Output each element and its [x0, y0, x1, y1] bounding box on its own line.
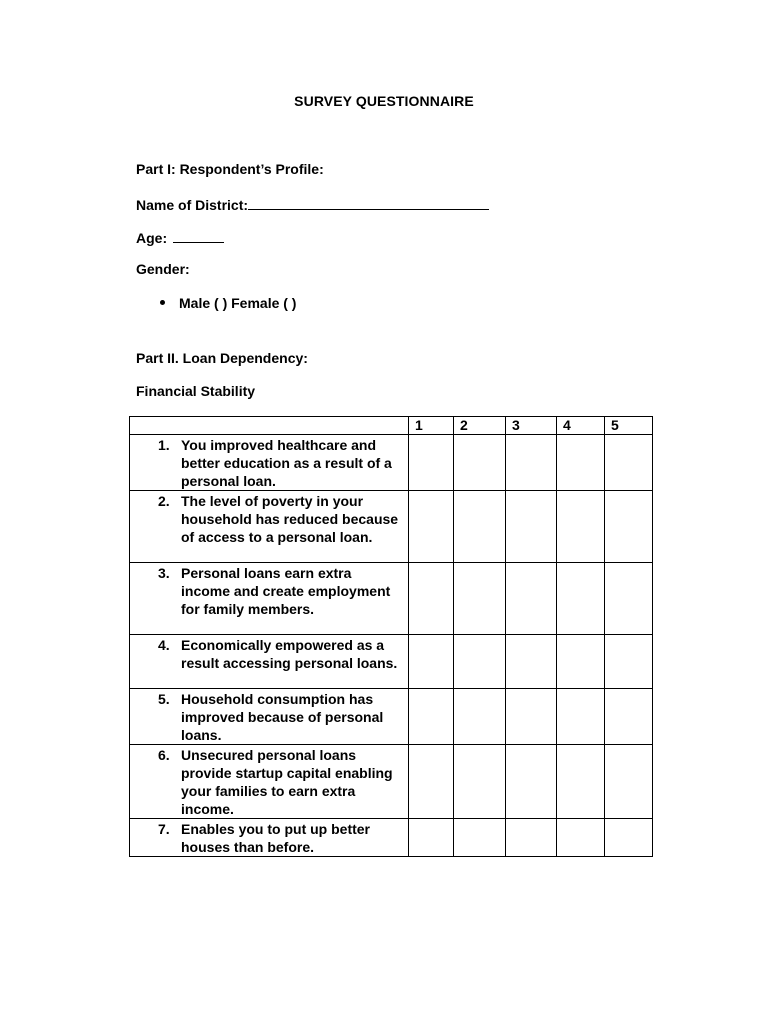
rating-header-3: 3	[506, 417, 557, 435]
rating-table	[129, 416, 653, 857]
rating-cell-4[interactable]	[557, 745, 605, 819]
question-header-cell	[130, 417, 409, 435]
rating-cell-4[interactable]	[557, 563, 605, 635]
rating-cell-5[interactable]	[605, 689, 653, 745]
question-cell	[130, 689, 409, 745]
age-input-line[interactable]	[173, 228, 224, 243]
rating-cell-2[interactable]	[454, 745, 506, 819]
question-number: 2.	[158, 493, 170, 509]
rating-cell-3[interactable]	[506, 563, 557, 635]
question-cell	[130, 435, 409, 491]
rating-header-4: 4	[557, 417, 605, 435]
rating-cell-1[interactable]	[409, 491, 454, 563]
table-row	[130, 745, 653, 819]
rating-cell-4[interactable]	[557, 689, 605, 745]
question-cell	[130, 491, 409, 563]
gender-label: Gender:	[136, 261, 190, 277]
rating-cell-5[interactable]	[605, 745, 653, 819]
question-cell	[130, 563, 409, 635]
rating-header-1: 1	[409, 417, 454, 435]
rating-header-2: 2	[454, 417, 506, 435]
question-number: 7.	[158, 821, 170, 837]
gender-options[interactable]: Male ( ) Female ( )	[179, 295, 297, 311]
rating-cell-1[interactable]	[409, 435, 454, 491]
district-input-line[interactable]	[248, 195, 489, 210]
rating-cell-1[interactable]	[409, 745, 454, 819]
rating-cell-2[interactable]	[454, 491, 506, 563]
question-number: 6.	[158, 747, 170, 763]
rating-cell-4[interactable]	[557, 635, 605, 689]
rating-cell-1[interactable]	[409, 635, 454, 689]
question-text: Unsecured personal loans provide startup capital enabling your families to earn extra income.	[181, 747, 393, 817]
rating-cell-3[interactable]	[506, 819, 557, 857]
rating-cell-5[interactable]	[605, 563, 653, 635]
rating-cell-2[interactable]	[454, 819, 506, 857]
rating-cell-5[interactable]	[605, 435, 653, 491]
rating-cell-2[interactable]	[454, 689, 506, 745]
rating-cell-2[interactable]	[454, 635, 506, 689]
question-text: The level of poverty in your household has reduced because of access to a personal loan.	[181, 493, 399, 545]
table-row	[130, 435, 653, 491]
district-row	[136, 195, 489, 213]
rating-cell-1[interactable]	[409, 563, 454, 635]
question-number: 1.	[158, 437, 170, 453]
document-title: SURVEY QUESTIONNAIRE	[294, 93, 474, 109]
rating-cell-3[interactable]	[506, 745, 557, 819]
district-label: Name of District:	[136, 197, 249, 213]
rating-cell-1[interactable]	[409, 819, 454, 857]
rating-cell-4[interactable]	[557, 435, 605, 491]
table-row	[130, 491, 653, 563]
rating-cell-3[interactable]	[506, 689, 557, 745]
table-header-row	[130, 417, 653, 435]
rating-cell-3[interactable]	[506, 435, 557, 491]
question-cell	[130, 819, 409, 857]
question-cell	[130, 745, 409, 819]
rating-cell-4[interactable]	[557, 819, 605, 857]
rating-cell-3[interactable]	[506, 635, 557, 689]
rating-header-5: 5	[605, 417, 653, 435]
rating-cell-5[interactable]	[605, 635, 653, 689]
part1-heading: Part I: Respondent’s Profile:	[136, 161, 324, 177]
gender-options-row	[160, 295, 296, 311]
question-text: Personal loans earn extra income and create employment for family members.	[181, 565, 391, 617]
bullet-icon	[160, 300, 165, 305]
table-row	[130, 819, 653, 857]
rating-cell-4[interactable]	[557, 491, 605, 563]
question-text: Economically empowered as a result accessing personal loans.	[181, 637, 398, 671]
table-row	[130, 635, 653, 689]
table-row	[130, 689, 653, 745]
question-text: Enables you to put up better houses than before.	[181, 821, 371, 855]
table-row	[130, 563, 653, 635]
section-heading: Financial Stability	[136, 383, 256, 399]
question-text: Household consumption has improved because of personal loans.	[181, 691, 384, 743]
rating-cell-3[interactable]	[506, 491, 557, 563]
question-number: 5.	[158, 691, 170, 707]
age-label: Age:	[136, 230, 168, 246]
rating-cell-2[interactable]	[454, 435, 506, 491]
rating-cell-5[interactable]	[605, 819, 653, 857]
rating-cell-5[interactable]	[605, 491, 653, 563]
question-cell	[130, 635, 409, 689]
question-number: 3.	[158, 565, 170, 581]
question-text: You improved healthcare and better education as a result of a personal loan.	[181, 437, 392, 489]
part2-heading: Part II. Loan Dependency:	[136, 350, 308, 366]
question-number: 4.	[158, 637, 170, 653]
rating-cell-2[interactable]	[454, 563, 506, 635]
age-row	[136, 228, 224, 246]
rating-cell-1[interactable]	[409, 689, 454, 745]
